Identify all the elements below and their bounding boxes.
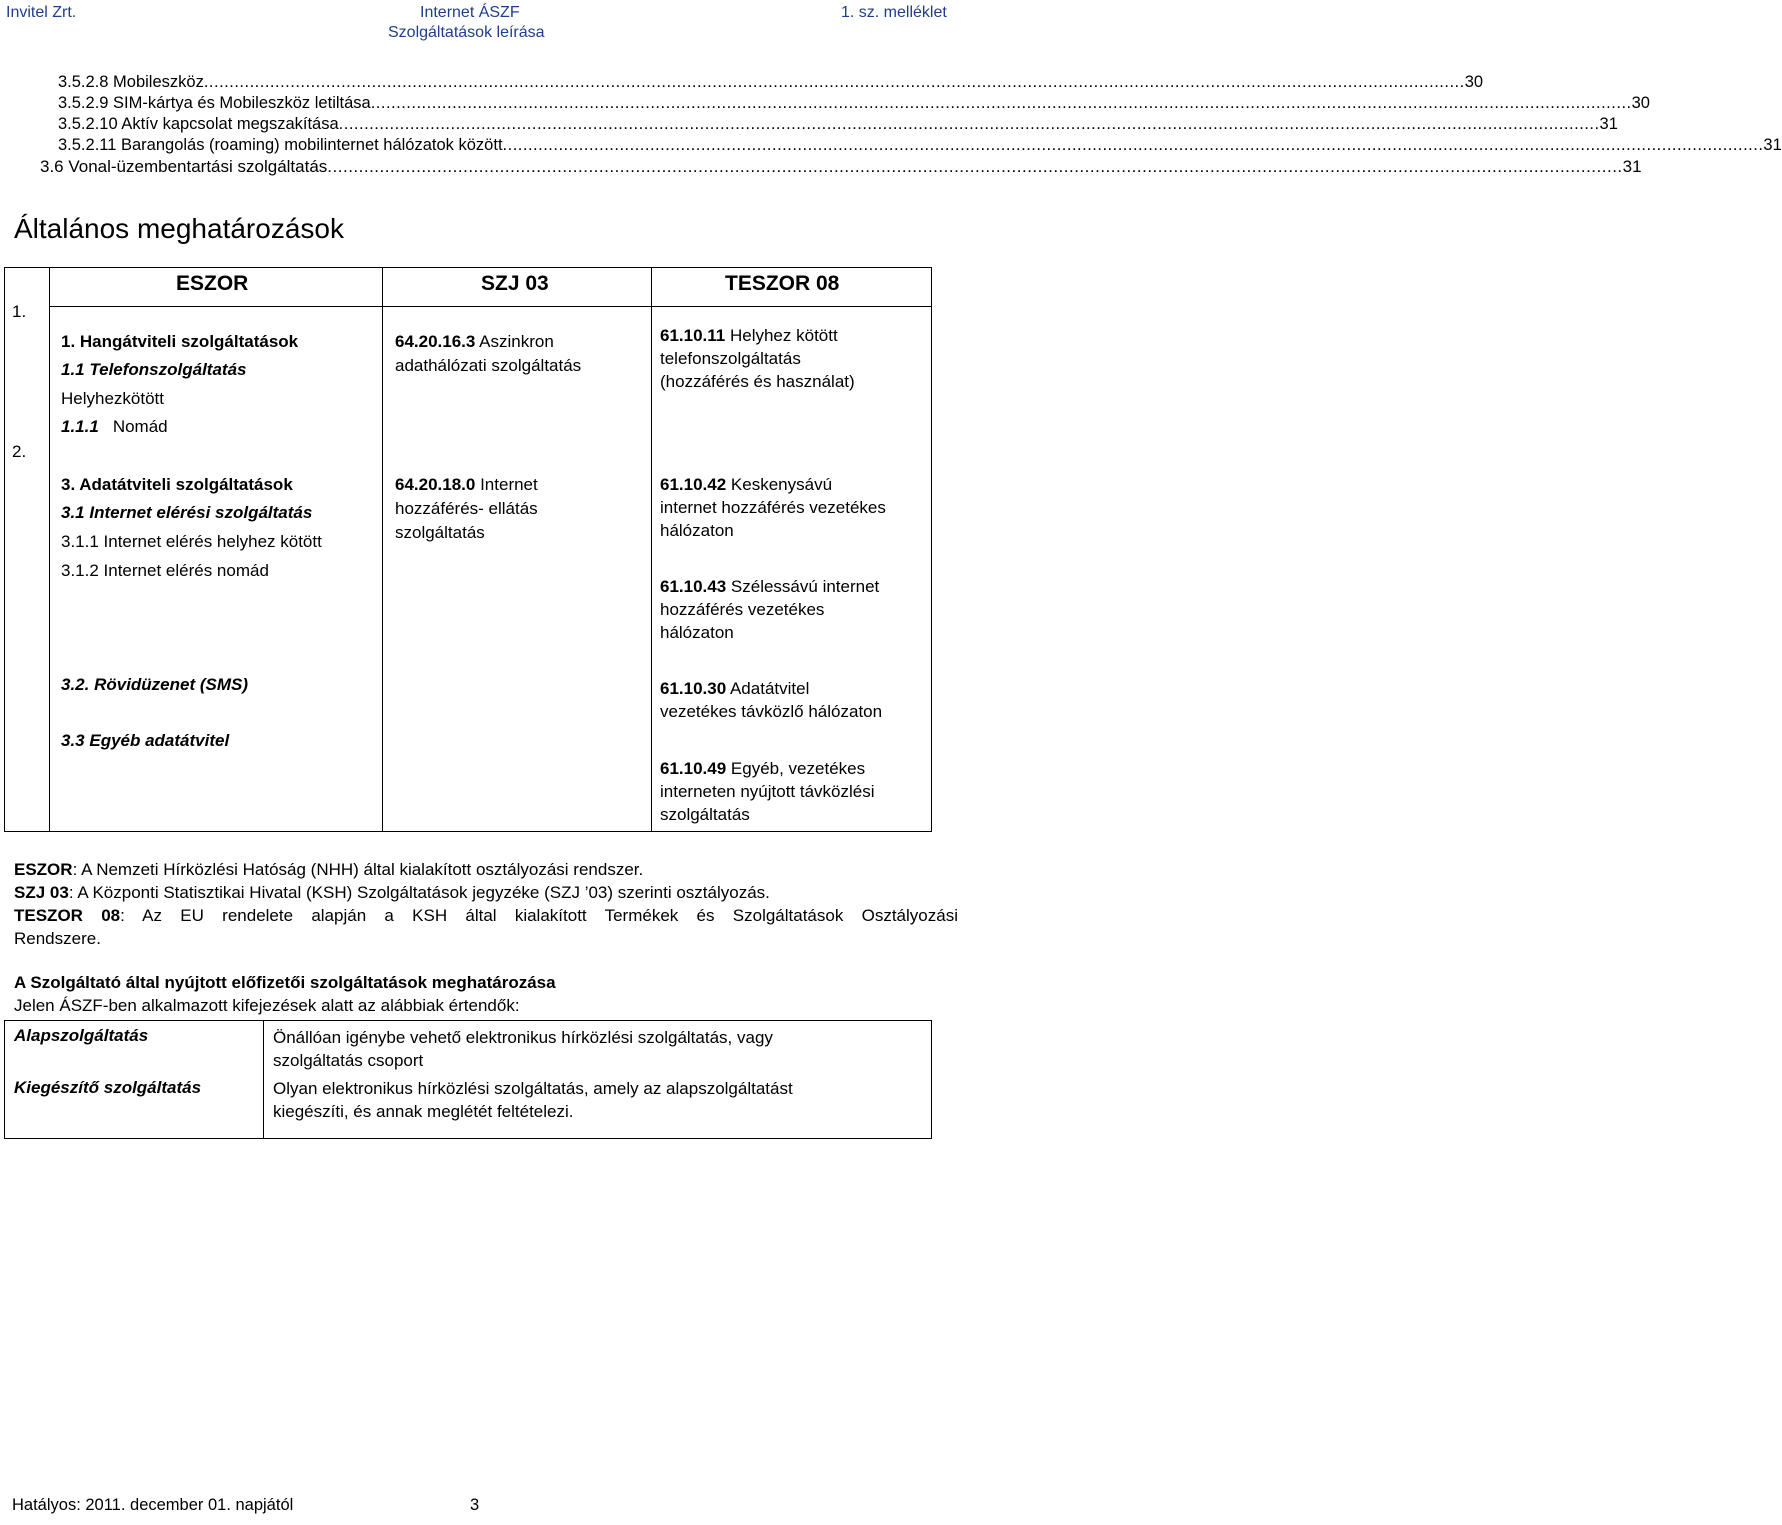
szj-async-network [395,330,581,378]
toc-entry-page: 31 [1763,136,1782,154]
column-header-eszor: ESZOR [176,272,249,295]
header-document-title: Internet ÁSZF [420,4,520,21]
legend-definition: : A Nemzeti Hírközlési Hatóság (NHH) által kialakított osztályozási rendszer. [72,860,644,879]
legend-definition: : Az EU rendelete alapján a KSH által kialakított Termékek és Szolgáltatások Osztályozási [120,906,958,925]
toc-entry-text: 3.5.2.9 SIM-kártya és Mobileszköz letiltása [58,94,371,112]
eszor-internet-fixed: 3.1.1 Internet elérés helyhez kötött [61,532,322,551]
eszor-fixed-location: Helyhezkötött [61,389,164,408]
legend-term: TESZOR 08 [14,906,121,925]
toc-entry-text: 3.5.2.10 Aktív kapcsolat megszakítása [58,115,339,133]
definitions-intro: Jelen ÁSZF-ben alkalmazott kifejezések alatt az alábbiak értendők: [14,996,520,1015]
teszor-text: internet hozzáférés vezetékes [660,498,886,517]
definition-term: Alapszolgáltatás [14,1026,149,1045]
toc-entry-text: 3.5.2.11 Barangolás (roaming) mobilinternet hálózatok között [58,136,503,154]
legend-term: SZJ 03 [14,883,69,902]
section-title: Általános meghatározások [14,213,344,244]
definitions-heading: A Szolgáltató által nyújtott előfizetői szolgáltatások meghatározása [14,973,556,992]
szj-text: hozzáférés- ellátás [395,499,538,518]
row-number: 1. [12,302,27,321]
column-header-teszor: TESZOR 08 [725,272,840,295]
toc-dot-leader: ........................................................................................................................................................................................................................................................ [370,94,1632,112]
legend-eszor [14,860,643,880]
szj-code: 64.20.16.3 [395,332,476,351]
toc-entry-page: 30 [1631,94,1650,112]
teszor-text: (hozzáférés és használat) [660,372,855,391]
legend-definition: : A Központi Statisztikai Hivatal (KSH) Szolgáltatások jegyzéke (SZJ ’03) szerinti osztályozás. [68,883,770,902]
footer-page-number: 3 [470,1496,480,1514]
toc-dot-leader: ........................................................................................................................................................................................................................................................ [203,73,1465,91]
teszor-broadband [660,575,879,644]
teszor-text: Szélessávú internet [726,577,880,596]
szj-text: Internet [475,475,538,494]
teszor-code: 61.10.11 [660,326,726,345]
header-appendix-label: 1. sz. melléklet [841,4,947,21]
toc-entry[interactable] [40,157,1642,178]
legend-term: ESZOR [14,860,73,879]
teszor-code: 61.10.42 [660,475,727,494]
definition-description [273,1077,793,1123]
teszor-text: interneten nyújtott távközlési [660,782,875,801]
toc-entry-text: 3.6 Vonal-üzembentartási szolgáltatás [40,157,328,176]
eszor-nomadic-label: Nomád [112,417,168,436]
teszor-text: szolgáltatás [660,805,750,824]
definition-text: szolgáltatás csoport [273,1051,424,1070]
szj-code: 64.20.18.0 [395,475,476,494]
szj-text: szolgáltatás [395,523,485,542]
toc-entry[interactable] [58,115,1618,136]
eszor-internet-nomadic: 3.1.2 Internet elérés nomád [61,561,269,580]
teszor-text: Egyéb, vezetékes [726,759,866,778]
header-company: Invitel Zrt. [6,4,77,21]
eszor-data-services: 3. Adatátviteli szolgáltatások [61,475,293,494]
teszor-text: Keskenysávú [726,475,833,494]
toc-dot-leader: ........................................................................................................................................................................................................................................................ [327,157,1623,176]
teszor-text: vezetékes távközlő hálózaton [660,702,883,721]
definition-text: Önállóan igénybe vehető elektronikus hírközlési szolgáltatás, vagy [273,1028,773,1047]
teszor-text: hálózaton [660,623,734,642]
toc-entry[interactable] [58,94,1650,115]
teszor-fixed-telephony [660,324,855,393]
toc-entry-page: 30 [1464,73,1484,91]
eszor-internet-access: 3.1 Internet elérési szolgáltatás [61,503,313,522]
column-header-szj: SZJ 03 [481,272,549,295]
eszor-sms: 3.2. Rövidüzenet (SMS) [61,675,249,694]
toc-entry-page: 31 [1622,157,1642,176]
footer-effective-date: Hatályos: 2011. december 01. napjától [12,1496,294,1514]
definition-text: Olyan elektronikus hírközlési szolgáltatás, amely az alapszolgáltatást [273,1079,793,1098]
teszor-code: 61.10.43 [660,577,727,596]
toc-entry[interactable] [58,136,1782,157]
definition-text: kiegészíti, és annak meglétét feltételezi. [273,1102,574,1121]
toc-entry-text: 3.5.2.8 Mobileszköz [58,73,204,91]
szj-text: adathálózati szolgáltatás [395,356,582,375]
eszor-nomadic-number: 1.1.1 [61,417,99,436]
eszor-voice-services: 1. Hangátviteli szolgáltatások [61,332,299,351]
teszor-text: telefonszolgáltatás [660,349,801,368]
teszor-text: hálózaton [660,521,734,540]
eszor-other-data: 3.3 Egyéb adatátvitel [61,731,230,750]
toc-dot-leader: ........................................................................................................................................................................................................................................................ [338,115,1600,133]
eszor-telephone-service: 1.1 Telefonszolgáltatás [61,360,247,379]
legend-szj [14,883,770,903]
teszor-text: Helyhez kötött [725,326,838,345]
teszor-code: 61.10.30 [660,679,727,698]
header-document-subtitle: Szolgáltatások leírása [388,24,545,41]
legend-teszor [14,906,958,926]
definition-description [273,1026,773,1072]
eszor-nomadic [61,417,168,437]
szj-text: Aszinkron [475,332,554,351]
toc-dot-leader: ........................................................................................................................................................................................................................................................ [502,136,1764,154]
teszor-other-telecom [660,757,875,826]
szj-internet-access [395,473,538,545]
teszor-text: hozzáférés vezetékes [660,600,825,619]
teszor-code: 61.10.49 [660,759,727,778]
definition-term: Kiegészítő szolgáltatás [14,1078,202,1097]
toc-entry-page: 31 [1599,115,1618,133]
teszor-narrowband [660,473,886,542]
teszor-text: Adatátvitel [726,679,810,698]
legend-teszor-continued: Rendszere. [14,929,101,948]
row-number: 2. [12,442,27,461]
toc-entry[interactable] [58,73,1484,94]
teszor-data-transmission [660,677,882,723]
